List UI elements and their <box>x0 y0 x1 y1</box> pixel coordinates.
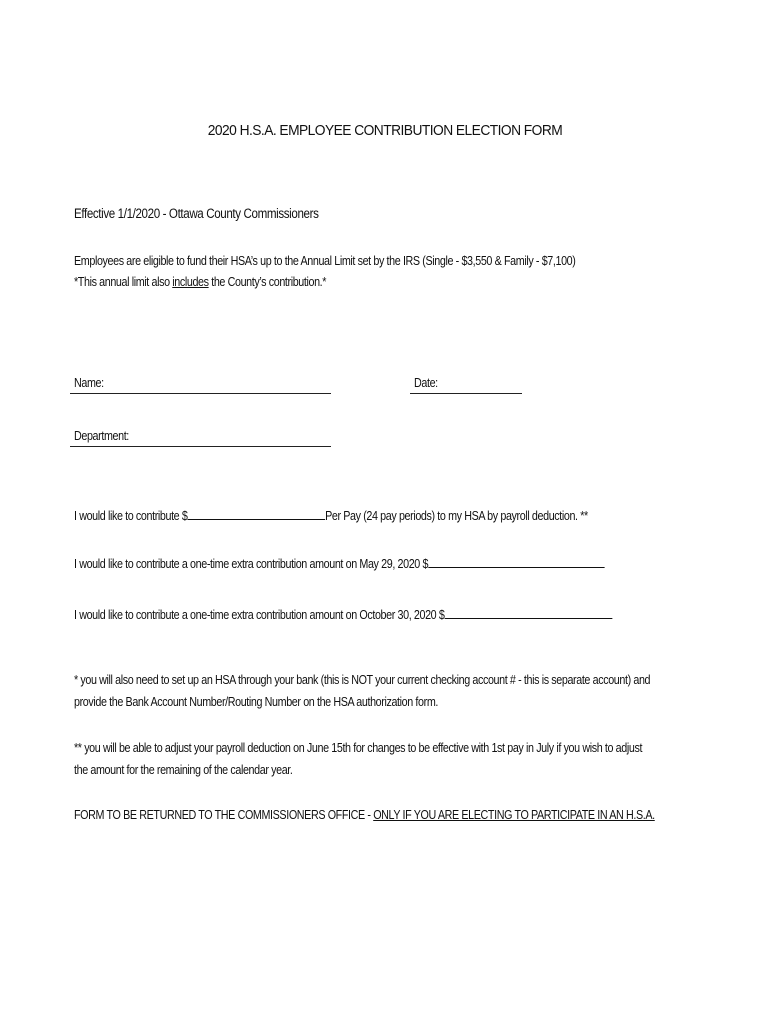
date-label: Date: <box>414 376 438 390</box>
name-field[interactable] <box>70 393 331 394</box>
form-title: 2020 H.S.A. EMPLOYEE CONTRIBUTION ELECTION FORM <box>207 122 563 139</box>
return-instruction-pre: FORM TO BE RETURNED TO THE COMMISSIONERS OFFICE - <box>74 808 374 822</box>
includes-underlined: includes <box>172 275 209 289</box>
per-pay-post: Per Pay (24 pay periods) to my HSA by payroll deduction. ** <box>325 509 588 523</box>
eligibility-line-2 <box>74 275 326 289</box>
return-instruction-underlined: ONLY IF YOU ARE ELECTING TO PARTICIPATE IN AN H.S.A. <box>373 808 655 822</box>
may-contribution-line <box>74 554 604 571</box>
may-amount-field[interactable] <box>428 554 604 568</box>
eligibility-line-2-pre: *This annual limit also <box>74 275 173 289</box>
eligibility-line-2-post: the County’s contribution.* <box>208 275 327 289</box>
per-pay-pre: I would like to contribute $ <box>74 509 188 523</box>
effective-line: Effective 1/1/2020 - Ottawa County Commissioners <box>74 206 319 221</box>
eligibility-line-1: Employees are eligible to fund their HSA’s up to the Annual Limit set by the IRS (Single - $3,550 & Family - $7,100) <box>74 254 576 268</box>
name-label: Name: <box>74 376 104 390</box>
bank-note-line-1: * you will also need to set up an HSA through your bank (this is NOT your current checking account # - this is separate account) and <box>74 673 651 687</box>
department-field[interactable] <box>70 446 331 447</box>
per-pay-contribution-line <box>74 506 588 523</box>
october-contribution-text: I would like to contribute a one-time extra contribution amount on October 30, 2020 $ <box>74 608 445 622</box>
adjust-note-line-1: ** you will be able to adjust your payroll deduction on June 15th for changes to be effective with 1st pay in July if you wish to adjust <box>74 741 643 755</box>
date-field[interactable] <box>410 393 522 394</box>
bank-note-line-2: provide the Bank Account Number/Routing Number on the HSA authorization form. <box>74 695 438 709</box>
department-label: Department: <box>74 429 129 443</box>
adjust-note-line-2: the amount for the remaining of the calendar year. <box>74 763 293 777</box>
october-contribution-line <box>74 605 612 622</box>
may-contribution-text: I would like to contribute a one-time extra contribution amount on May 29, 2020 $ <box>74 557 429 571</box>
return-instruction <box>74 808 655 822</box>
per-pay-amount-field[interactable] <box>187 506 325 520</box>
october-amount-field[interactable] <box>444 605 612 619</box>
